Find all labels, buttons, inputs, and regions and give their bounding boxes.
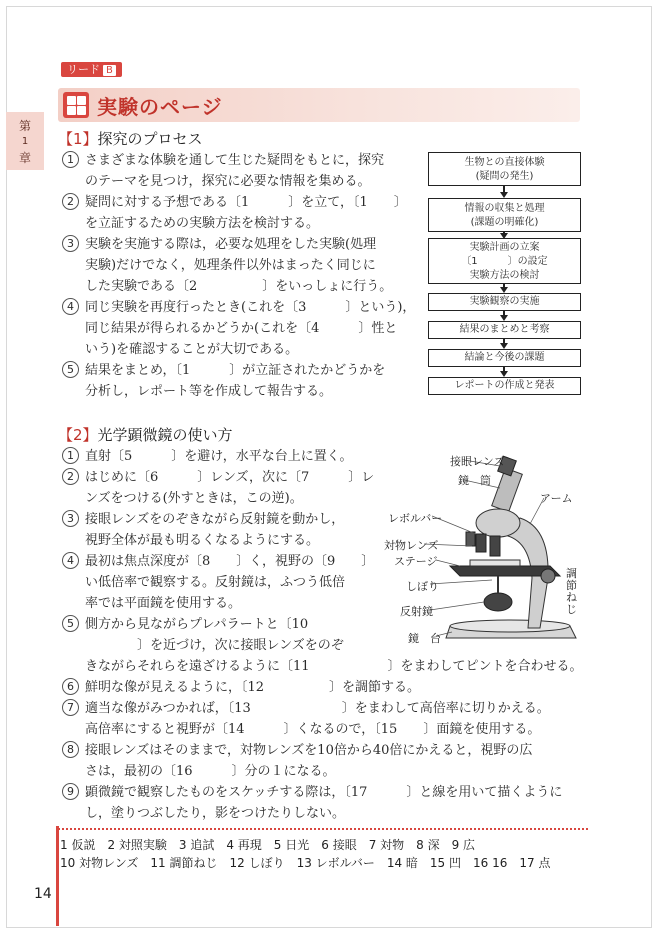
label-base: 鏡 台 <box>408 632 441 645</box>
flow-box: レポートの作成と発表 <box>428 377 581 395</box>
chapter-tab-char: 章 <box>18 151 31 165</box>
item-number: 1 <box>62 151 79 168</box>
list-item: 6 鮮明な像が見えるように，〔12 〕を調節する。 <box>62 677 602 698</box>
list-item: 5 側方から見ながらプレパラートと〔10 〕を近づけ，次に接眼レンズをのぞ <box>62 614 392 656</box>
flow-box: 結論と今後の課題 <box>428 349 581 367</box>
margin-accent <box>56 826 59 926</box>
list-item: 1 直射〔5 〕を避け，水平な台上に置く。 <box>62 446 392 467</box>
flow-box: 実験観察の実施 <box>428 293 581 311</box>
item-number: 2 <box>62 468 79 485</box>
section1-heading: 【1】探究のプロセス <box>58 130 203 148</box>
label-diaphragm: しぼり <box>406 580 439 593</box>
chapter-tab-char: 第 <box>18 119 31 133</box>
item-number: 9 <box>62 783 79 800</box>
list-item: 5 結果をまとめ，〔1 〕が立証されたかどうかを 分析し，レポート等を作成して報告する。 <box>62 360 422 402</box>
item-number: 1 <box>62 447 79 464</box>
flow-box: 生物との直接体験 (疑問の発生) <box>428 152 581 186</box>
item-number: 4 <box>62 552 79 569</box>
label-arm: アーム <box>540 492 573 505</box>
grid-icon <box>63 92 89 118</box>
list-item: 2 はじめに〔6 〕レンズ，次に〔7 〕レ ンズをつける(外すときは，この逆)。 <box>62 467 392 509</box>
flow-box: 結果のまとめと考察 <box>428 321 581 339</box>
answers-line-2: 10 対物レンズ 11 調節ねじ 12 しぼり 13 レボルバー 14 暗 15 凹 16 16 17 点 <box>60 856 551 870</box>
section2-list-upper <box>62 446 392 656</box>
list-item: 8 接眼レンズはそのままで，対物レンズを10倍から40倍にかえると，視野の広 さは，最初の〔16 〕分の１になる。 <box>62 740 602 782</box>
list-item: 7 適当な像がみつかれば，〔13 〕をまわして高倍率に切りかえる。 高倍率にすると視野が〔14 〕くなるので，〔15 〕面鏡を使用する。 <box>62 698 602 740</box>
item-number: 5 <box>62 615 79 632</box>
lead-label: リード B <box>61 62 122 77</box>
item-number: 6 <box>62 678 79 695</box>
flow-box: 情報の収集と処理 (課題の明確化) <box>428 198 581 232</box>
list-item-continuation: きながらそれらを遠ざけるように〔11 〕をまわしてピントを合わせる。 <box>85 659 583 674</box>
label-adjustment-knob: 調節ねじ <box>566 567 577 616</box>
label-revolver: レボルバー <box>388 512 443 525</box>
label-mirror: 反射鏡 <box>400 605 433 618</box>
item-number: 4 <box>62 298 79 315</box>
label-tube: 鏡 筒 <box>458 474 491 487</box>
answers-line-1: 1 仮説 2 対照実験 3 追試 4 再現 5 日光 6 接眼 7 対物 8 深 9 広 <box>60 838 476 852</box>
flow-box: 実験計画の立案 〔1 〕の設定 実験方法の検討 <box>428 238 581 284</box>
label-eyepiece: 接眼レンズ <box>450 455 505 468</box>
item-number: 5 <box>62 361 79 378</box>
list-item: 3 接眼レンズをのぞきながら反射鏡を動かし， 視野全体が最も明るくなるようにする。 <box>62 509 392 551</box>
label-stage: ステージ <box>394 555 438 568</box>
list-item: 9 顕微鏡で観察したものをスケッチする際は，〔17 〕と線を用いて描くように し，塗りつぶしたり，影をつけたりしない。 <box>62 782 602 824</box>
list-item: 4 最初は焦点深度が〔8 〕く，視野の〔9 〕 い低倍率で観察する。反射鏡は，ふつう低倍 率では平面鏡を使用する。 <box>62 551 392 614</box>
page-number: 14 <box>34 886 52 902</box>
list-item: 3 実験を実施する際は，必要な処理をした実験(処理 実験)だけでなく，処理条件以外はまったく同じに した実験である〔2 〕をいっしょに行う。 <box>62 234 422 297</box>
item-number: 8 <box>62 741 79 758</box>
answer-divider <box>58 828 588 830</box>
item-number: 2 <box>62 193 79 210</box>
list-item: 2 疑問に対する予想である〔1 〕を立て，〔1 〕 を立証するための実験方法を検討する。 <box>62 192 422 234</box>
list-item: 4 同じ実験を再度行ったとき(これを〔3 〕という)， 同じ結果が得られるかどうか(これを〔4 〕性と いう)を確認することが大切である。 <box>62 297 422 360</box>
page-title: 実験のページ <box>97 95 223 119</box>
item-number: 7 <box>62 699 79 716</box>
section1-list <box>62 150 422 402</box>
chapter-tab-char: 1 <box>21 136 29 147</box>
chapter-tab <box>6 112 44 170</box>
section2-heading: 【2】光学顕微鏡の使い方 <box>58 426 233 444</box>
item-number: 3 <box>62 510 79 527</box>
lead-badge: B <box>103 65 116 76</box>
list-item: 1 さまざまな体験を通して生じた疑問をもとに，探究 のテーマを見つけ，探究に必要な情報を集める。 <box>62 150 422 192</box>
item-number: 3 <box>62 235 79 252</box>
label-objective: 対物レンズ <box>384 539 439 552</box>
section2-list-lower <box>62 656 602 824</box>
